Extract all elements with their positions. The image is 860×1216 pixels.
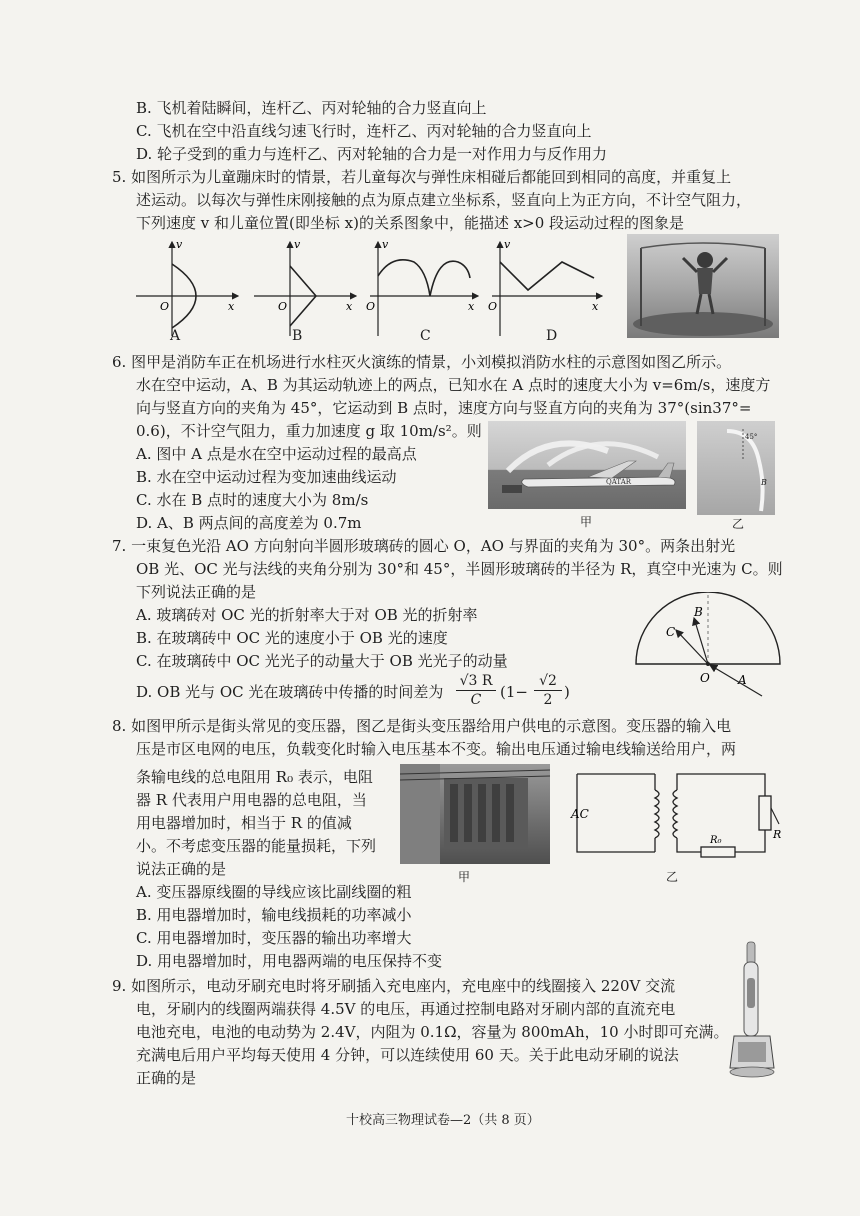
q7-option-d-frac2 bbox=[534, 672, 562, 709]
q6-caption-yi: 乙 bbox=[732, 517, 745, 531]
q5-label-d: D bbox=[546, 328, 558, 344]
q7-stem-3: 下列说法正确的是 bbox=[136, 583, 257, 601]
q4-option-b: B. 飞机着陆瞬间，连杆乙、丙对轮轴的合力竖直向上 bbox=[136, 99, 487, 117]
q7-fig-label-c: C bbox=[666, 625, 676, 639]
q6-option-a: A. 图中 A 点是水在空中运动过程的最高点 bbox=[136, 445, 417, 463]
q7-fig-label-o: O bbox=[700, 671, 710, 685]
q8-option-b: B. 用电器增加时，输电线损耗的功率减小 bbox=[136, 906, 412, 924]
q5-graph-b-v: v bbox=[294, 238, 301, 251]
q5-graph-c-o: O bbox=[366, 300, 376, 313]
fire-truck-photo bbox=[488, 421, 686, 509]
q8-option-a: A. 变压器原线圈的导线应该比副线圈的粗 bbox=[136, 883, 412, 901]
q7-fig-label-b: B bbox=[694, 605, 703, 619]
q6-fig-point-b: B bbox=[761, 478, 767, 487]
q5-graph-a-v: v bbox=[176, 238, 183, 251]
q6-option-c: C. 水在 B 点时的速度大小为 8m/s bbox=[136, 491, 369, 509]
q7-option-d-frac bbox=[456, 672, 496, 709]
q8-caption-jia: 甲 bbox=[458, 870, 471, 884]
q7-frac2-numerator: √2 bbox=[534, 672, 562, 691]
q5-label-a: A bbox=[170, 328, 181, 344]
q8-stem-2: 压是市区电网的电压，负载变化时输入电压基本不变。输出电压通过输电线输送给用户，两 bbox=[136, 740, 737, 758]
q5-graph-d-v: v bbox=[504, 238, 511, 251]
q7-frac-numerator: √3 R bbox=[456, 672, 496, 691]
q5-label-c: C bbox=[420, 328, 431, 344]
trampoline-photo bbox=[627, 234, 779, 338]
circuit-ac-label: AC bbox=[571, 807, 589, 821]
q6-stem-3: 向与竖直方向的夹角为 45°，它运动到 B 点时，速度方向与竖直方向的夹角为 37°(sin37°= bbox=[136, 399, 752, 417]
q5-graph-d-x: x bbox=[592, 300, 599, 313]
q5-graph-d-o: O bbox=[488, 300, 498, 313]
q5-graph-b bbox=[254, 238, 356, 336]
q5-graph-c-v: v bbox=[382, 238, 389, 251]
q5-graph-c-x: x bbox=[468, 300, 475, 313]
q5-graphs bbox=[130, 236, 610, 344]
q9-stem-4: 充满电后用户平均每天使用 4 分钟，可以连续使用 60 天。关于此电动牙刷的说法 bbox=[136, 1046, 679, 1064]
q8-stem-3: 条输电线的总电阻用 R₀ 表示，电阻 bbox=[136, 768, 373, 786]
q8-stem-6: 小。不考虑变压器的能量损耗，下列 bbox=[136, 837, 377, 855]
q6-option-d: D. A、B 两点间的高度差为 0.7m bbox=[136, 514, 362, 532]
q7-option-c: C. 在玻璃砖中 OC 光光子的动量大于 OB 光光子的动量 bbox=[136, 652, 508, 670]
circuit-r0-label: R₀ bbox=[710, 835, 722, 846]
q9-stem-3: 电池充电，电池的电动势为 2.4V，内阻为 0.1Ω，容量为 800mAh，10 小时即可充满。 bbox=[136, 1023, 729, 1041]
q9-stem-2: 电，牙刷内的线圈两端获得 4.5V 的电压，再通过控制电路对牙刷内部的直流充电 bbox=[136, 1000, 676, 1018]
q7-paren-open: (1− bbox=[500, 683, 528, 701]
q6-fig-angle: 45° bbox=[745, 433, 758, 441]
q5-graph-a-x: x bbox=[228, 300, 235, 313]
q5-stem-2: 述运动。以每次与弹性床刚接触的点为原点建立坐标系，竖直向上为正方向，不计空气阻力， bbox=[136, 191, 752, 209]
page-footer: 十校高三物理试卷—2（共 8 页） bbox=[346, 1113, 540, 1128]
transformer-photo bbox=[400, 764, 550, 864]
q5-graph-a bbox=[136, 238, 238, 336]
transformer-circuit bbox=[565, 768, 785, 860]
q8-option-d: D. 用电器增加时，用电器两端的电压保持不变 bbox=[136, 952, 443, 970]
circuit-r-label: R bbox=[773, 828, 782, 841]
q5-stem-1: 5. 如图所示为儿童蹦床时的情景，若儿童每次与弹性床相碰后都能回到相同的高度，并重复上 bbox=[112, 168, 732, 186]
q9-stem-1: 9. 如图所示，电动牙刷充电时将牙刷插入充电座内，充电座中的线圈接入 220V 交流 bbox=[112, 977, 676, 995]
q5-label-b: B bbox=[292, 328, 303, 344]
q5-stem-3: 下列速度 v 和儿童位置(即坐标 x)的关系图象中，能描述 x>0 段运动过程的图象是 bbox=[136, 214, 685, 232]
q7-option-d-prefix: D. OB 光与 OC 光在玻璃砖中传播的时间差为 bbox=[136, 683, 444, 701]
q8-stem-5: 用电器增加时，相当于 R 的值减 bbox=[136, 814, 352, 832]
q7-option-b: B. 在玻璃砖中 OC 光的速度小于 OB 光的速度 bbox=[136, 629, 448, 647]
q7-fig-label-a: A bbox=[738, 673, 747, 687]
q7-frac-denominator: C bbox=[470, 692, 482, 708]
q5-graph-d-curve bbox=[500, 262, 594, 290]
q7-paren-close: ) bbox=[564, 683, 570, 701]
q4-option-d: D. 轮子受到的重力与连杆乙、丙对轮轴的合力是一对作用力与反作用力 bbox=[136, 145, 608, 163]
q4-option-c: C. 飞机在空中沿直线匀速飞行时，连杆乙、丙对轮轴的合力竖直向上 bbox=[136, 122, 592, 140]
q6-caption-jia: 甲 bbox=[580, 515, 593, 529]
q8-stem-7: 说法正确的是 bbox=[136, 860, 227, 878]
q7-option-a: A. 玻璃砖对 OC 光的折射率大于对 OB 光的折射率 bbox=[136, 606, 478, 624]
q5-graph-c-curve bbox=[378, 260, 470, 296]
q8-caption-yi: 乙 bbox=[666, 870, 679, 884]
q5-graph-d bbox=[488, 238, 602, 336]
q5-graph-b-x: x bbox=[346, 300, 353, 313]
q6-stem-2: 水在空中运动，A、B 为其运动轨迹上的两点，已知水在 A 点时的速度大小为 v=6m/s，速度方 bbox=[136, 376, 771, 394]
q8-option-c: C. 用电器增加时，变压器的输出功率增大 bbox=[136, 929, 412, 947]
plane-livery-text: QATAR bbox=[606, 478, 632, 486]
q5-graph-a-o: O bbox=[160, 300, 170, 313]
q6-stem-4: 0.6)，不计空气阻力，重力加速度 g 取 10m/s²。则 bbox=[136, 422, 482, 440]
q7-frac2-denominator: 2 bbox=[543, 692, 553, 708]
toothbrush-photo bbox=[728, 938, 776, 1080]
water-trajectory-figure bbox=[697, 421, 775, 515]
semicircle-glass-figure bbox=[628, 592, 786, 710]
q8-stem-1: 8. 如图甲所示是街头常见的变压器，图乙是街头变压器给用户供电的示意图。变压器的输入电 bbox=[112, 717, 732, 735]
q9-stem-5: 正确的是 bbox=[136, 1069, 197, 1087]
q5-graph-c bbox=[366, 238, 478, 336]
q6-stem-1: 6. 图甲是消防车正在机场进行水柱灭火演练的情景，小刘模拟消防水柱的示意图如图乙所示。 bbox=[112, 353, 732, 371]
q5-graph-b-o: O bbox=[278, 300, 288, 313]
q7-stem-1: 7. 一束复色光沿 AO 方向射向半圆形玻璃砖的圆心 O，AO 与界面的夹角为 30°。两条出射光 bbox=[112, 537, 736, 555]
q6-option-b: B. 水在空中运动过程为变加速曲线运动 bbox=[136, 468, 397, 486]
q7-stem-2: OB 光、OC 光与法线的夹角分别为 30°和 45°，半圆形玻璃砖的半径为 R，真空中光速为 C。则 bbox=[136, 560, 783, 578]
q8-stem-4: 器 R 代表用户用电器的总电阻，当 bbox=[136, 791, 367, 809]
